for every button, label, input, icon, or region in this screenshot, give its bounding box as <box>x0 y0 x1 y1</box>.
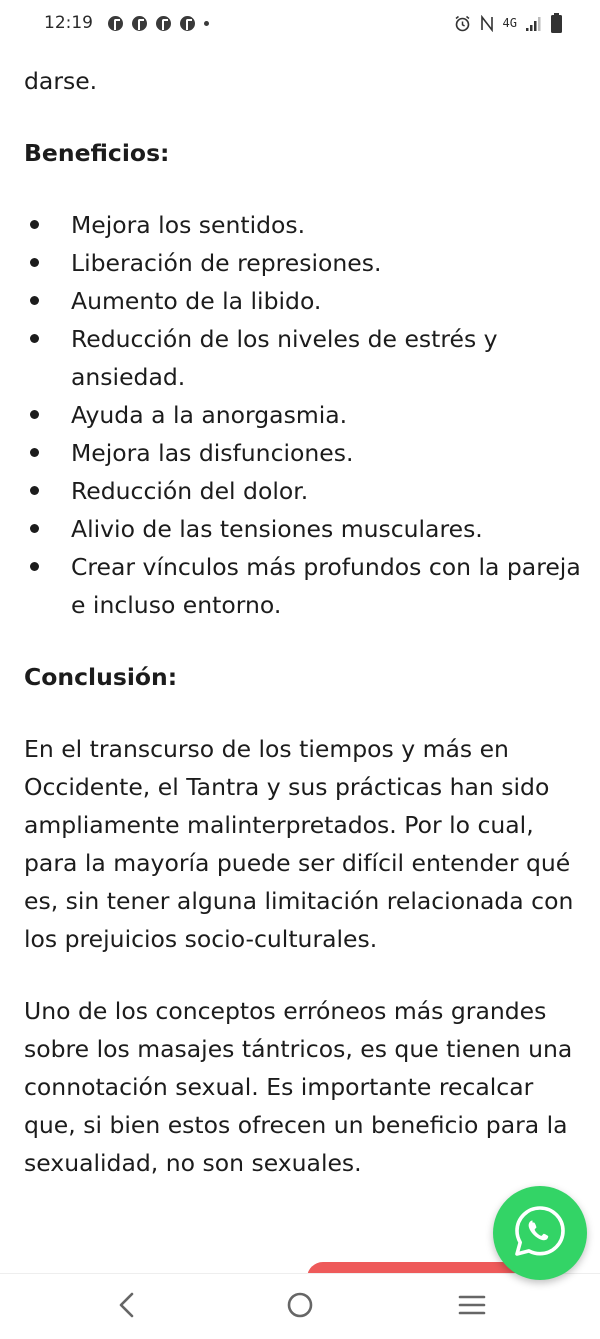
back-button[interactable] <box>110 1290 144 1324</box>
list-item: Mejora los sentidos. <box>24 206 592 244</box>
home-button[interactable] <box>283 1290 317 1324</box>
status-bar-right <box>454 13 562 33</box>
clipped-text-line <box>24 46 592 62</box>
facebook-icon <box>180 16 195 31</box>
home-icon <box>286 1291 314 1323</box>
network-type: 4G <box>502 16 517 30</box>
conclusion-paragraph: Uno de los conceptos erróneos más grandes sobre los masajes tántricos, es que tienen una connotación sexual. Es importante recalcar que, si bien estos ofrecen un beneficio para la sexualidad, no son sexuales. <box>24 997 573 1177</box>
benefits-list <box>24 206 592 624</box>
facebook-icon <box>132 16 147 31</box>
status-bar <box>0 0 600 46</box>
benefits-heading: Beneficios: <box>24 139 170 167</box>
intro-tail: darse. <box>24 67 98 95</box>
list-item: Reducción de los niveles de estrés y ansiedad. <box>24 320 592 396</box>
status-bar-left <box>44 13 209 33</box>
facebook-icon <box>156 16 171 31</box>
recents-icon <box>458 1294 486 1320</box>
list-item: Liberación de represiones. <box>24 244 592 282</box>
list-item: Aumento de la libido. <box>24 282 592 320</box>
more-notifications-icon <box>204 21 209 26</box>
conclusion-heading: Conclusión: <box>24 663 178 691</box>
list-item: Crear vínculos más profundos con la pareja e incluso entorno. <box>24 548 592 624</box>
whatsapp-icon <box>511 1202 569 1264</box>
signal-icon <box>526 15 542 31</box>
list-item: Mejora las disfunciones. <box>24 434 592 472</box>
back-icon <box>117 1292 137 1322</box>
list-item: Alivio de las tensiones musculares. <box>24 510 592 548</box>
whatsapp-button[interactable] <box>493 1186 587 1280</box>
article-content <box>24 46 592 1182</box>
navigation-bar <box>0 1273 600 1339</box>
facebook-icon <box>108 16 123 31</box>
nfc-icon <box>480 15 494 32</box>
list-item: Reducción del dolor. <box>24 472 592 510</box>
battery-icon <box>551 13 562 33</box>
status-time: 12:19 <box>44 13 93 33</box>
conclusion-paragraph: En el transcurso de los tiempos y más en Occidente, el Tantra y sus prácticas han sido ampliamente malinterpretados. Por lo cual, para la mayoría puede ser difícil entender qué es, sin tener alguna limitación relacionada con los prejuicios socio-culturales. <box>24 735 574 953</box>
alarm-icon <box>454 15 471 32</box>
list-item: Ayuda a la anorgasmia. <box>24 396 592 434</box>
recents-button[interactable] <box>455 1290 489 1324</box>
